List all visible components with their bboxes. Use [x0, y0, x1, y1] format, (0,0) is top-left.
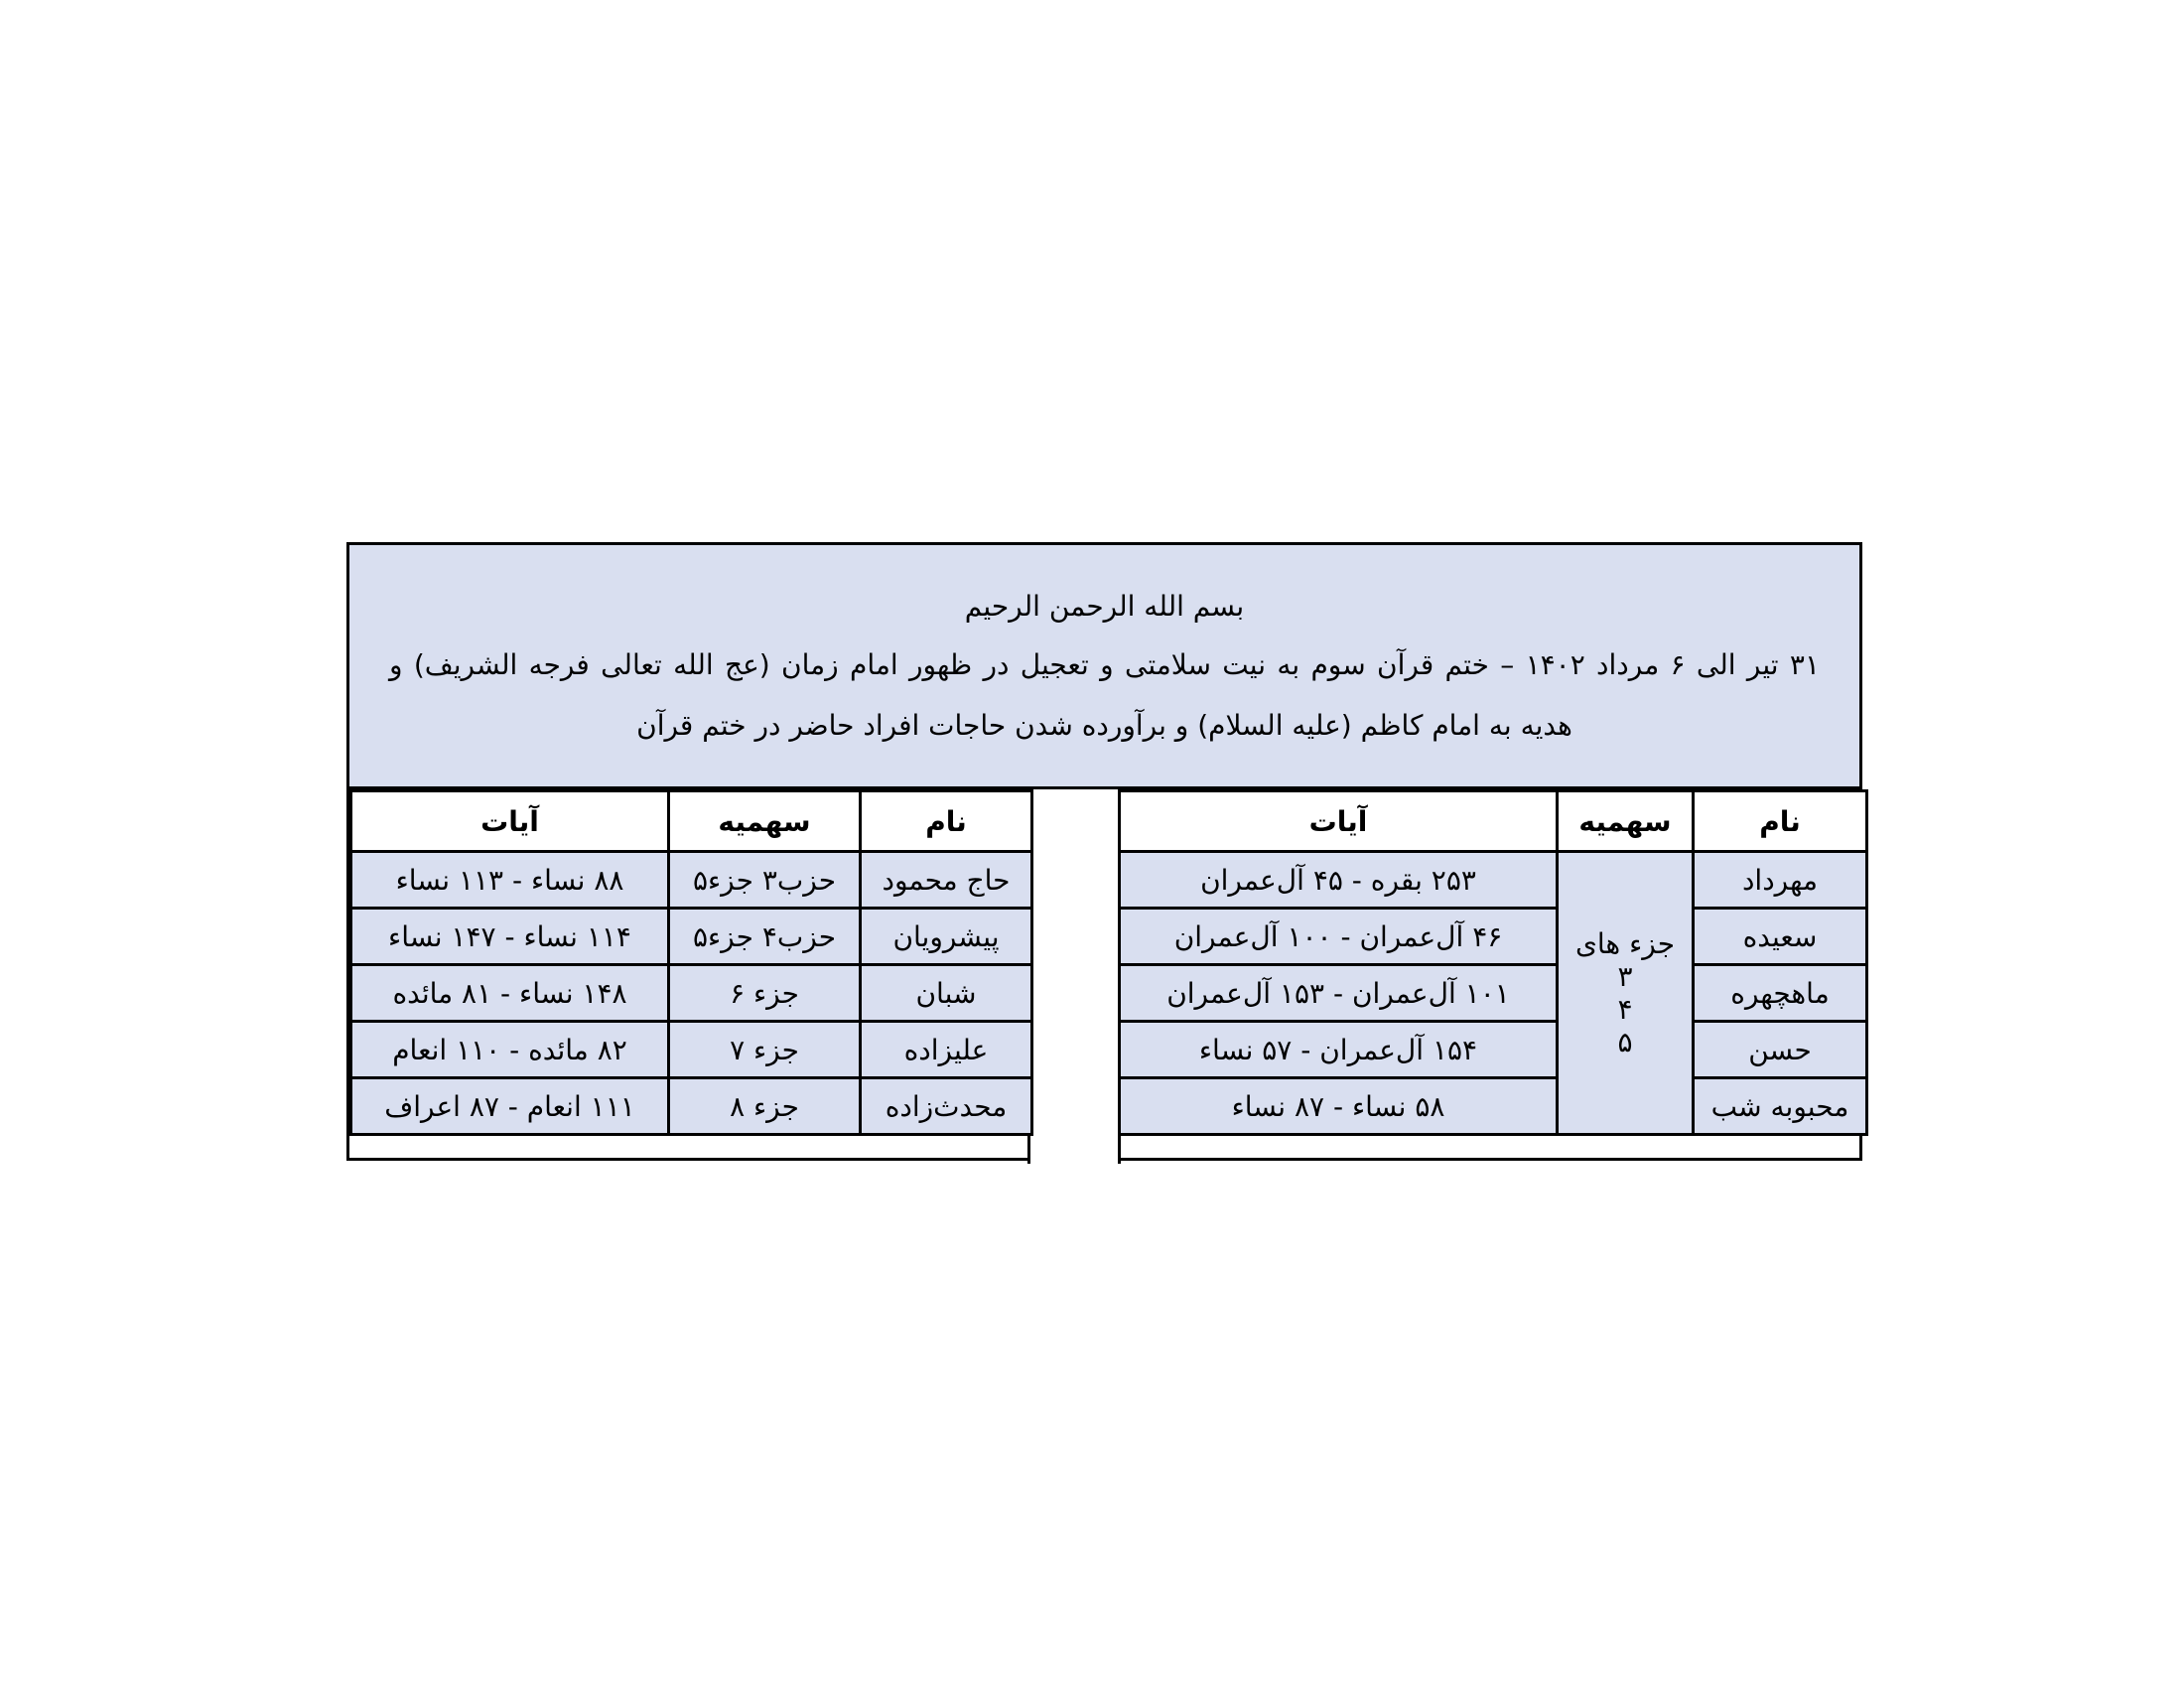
cell-verses: ۲۵۳ بقره - ۴۵ آل‌عمران [1120, 852, 1558, 909]
table-header [349, 545, 1859, 789]
column-header-verses: آیات [1120, 791, 1558, 852]
quota-value: ۴ [1617, 993, 1633, 1026]
table-row [1120, 1022, 1867, 1078]
column-header-quota: سهمیه [1558, 791, 1694, 852]
quota-label: جزء های [1574, 927, 1676, 960]
column-header-verses: آیات [351, 791, 669, 852]
cell-name: مهرداد [1694, 852, 1867, 909]
cell-quota: حزب۳ جزء۵ [669, 852, 861, 909]
cell-name: محدث‌زاده [861, 1078, 1032, 1135]
cell-name: پیشرویان [861, 909, 1032, 965]
cell-name: سعیده [1694, 909, 1867, 965]
quota-value: ۳ [1617, 960, 1633, 993]
cell-quota: جزء ۷ [669, 1022, 861, 1078]
header-description-line-1: ۳۱ تیر الی ۶ مرداد ۱۴۰۲ – ختم قرآن سوم به نیت سلامتی و تعجیل در ظهور امام زمان (عج الله تعالی فرجه الشریف) و [389, 648, 1820, 681]
cell-verses: ۱۴۸ نساء - ۸۱ مائده [351, 965, 669, 1022]
column-header-name: نام [1694, 791, 1867, 852]
shared-quota-cell [1558, 852, 1694, 1135]
table-header-row [351, 791, 1032, 852]
cell-name: ماهچهره [1694, 965, 1867, 1022]
table-row [351, 1078, 1032, 1135]
cell-quota: جزء ۸ [669, 1078, 861, 1135]
quran-khatm-table [346, 542, 1862, 1161]
cell-quota: جزء ۶ [669, 965, 861, 1022]
cell-name: حاج محمود [861, 852, 1032, 909]
cell-verses: ۱۱۱ انعام - ۸۷ اعراف [351, 1078, 669, 1135]
table-row [1120, 909, 1867, 965]
cell-verses: ۴۶ آل‌عمران - ۱۰۰ آل‌عمران [1120, 909, 1558, 965]
column-gap [1027, 786, 1121, 1164]
header-description-line-2: هدیه به امام کاظم (علیه السلام) و برآورده شدن حاجات افراد حاضر در ختم قرآن [636, 709, 1572, 742]
left-assignments-table [349, 789, 1033, 1136]
cell-name: محبوبه شب [1694, 1078, 1867, 1135]
table-row [351, 965, 1032, 1022]
table-row [351, 1022, 1032, 1078]
cell-verses: ۸۲ مائده - ۱۱۰ انعام [351, 1022, 669, 1078]
column-header-name: نام [861, 791, 1032, 852]
table-row [1120, 1078, 1867, 1135]
bismillah-title: بسم الله الرحمن الرحیم [964, 590, 1245, 623]
cell-verses: ۱۵۴ آل‌عمران - ۵۷ نساء [1120, 1022, 1558, 1078]
cell-verses: ۱۰۱ آل‌عمران - ۱۵۳ آل‌عمران [1120, 965, 1558, 1022]
quota-value: ۵ [1617, 1026, 1633, 1058]
cell-name: شبان [861, 965, 1032, 1022]
table-row [1120, 852, 1867, 909]
table-row [351, 909, 1032, 965]
column-header-quota: سهمیه [669, 791, 861, 852]
cell-name: علیزاده [861, 1022, 1032, 1078]
table-row [1120, 965, 1867, 1022]
cell-verses: ۱۱۴ نساء - ۱۴۷ نساء [351, 909, 669, 965]
cell-verses: ۵۸ نساء - ۸۷ نساء [1120, 1078, 1558, 1135]
cell-verses: ۸۸ نساء - ۱۱۳ نساء [351, 852, 669, 909]
cell-name: حسن [1694, 1022, 1867, 1078]
right-assignments-table [1118, 789, 1868, 1136]
table-row [351, 852, 1032, 909]
cell-quota: حزب۴ جزء۵ [669, 909, 861, 965]
table-header-row [1120, 791, 1867, 852]
